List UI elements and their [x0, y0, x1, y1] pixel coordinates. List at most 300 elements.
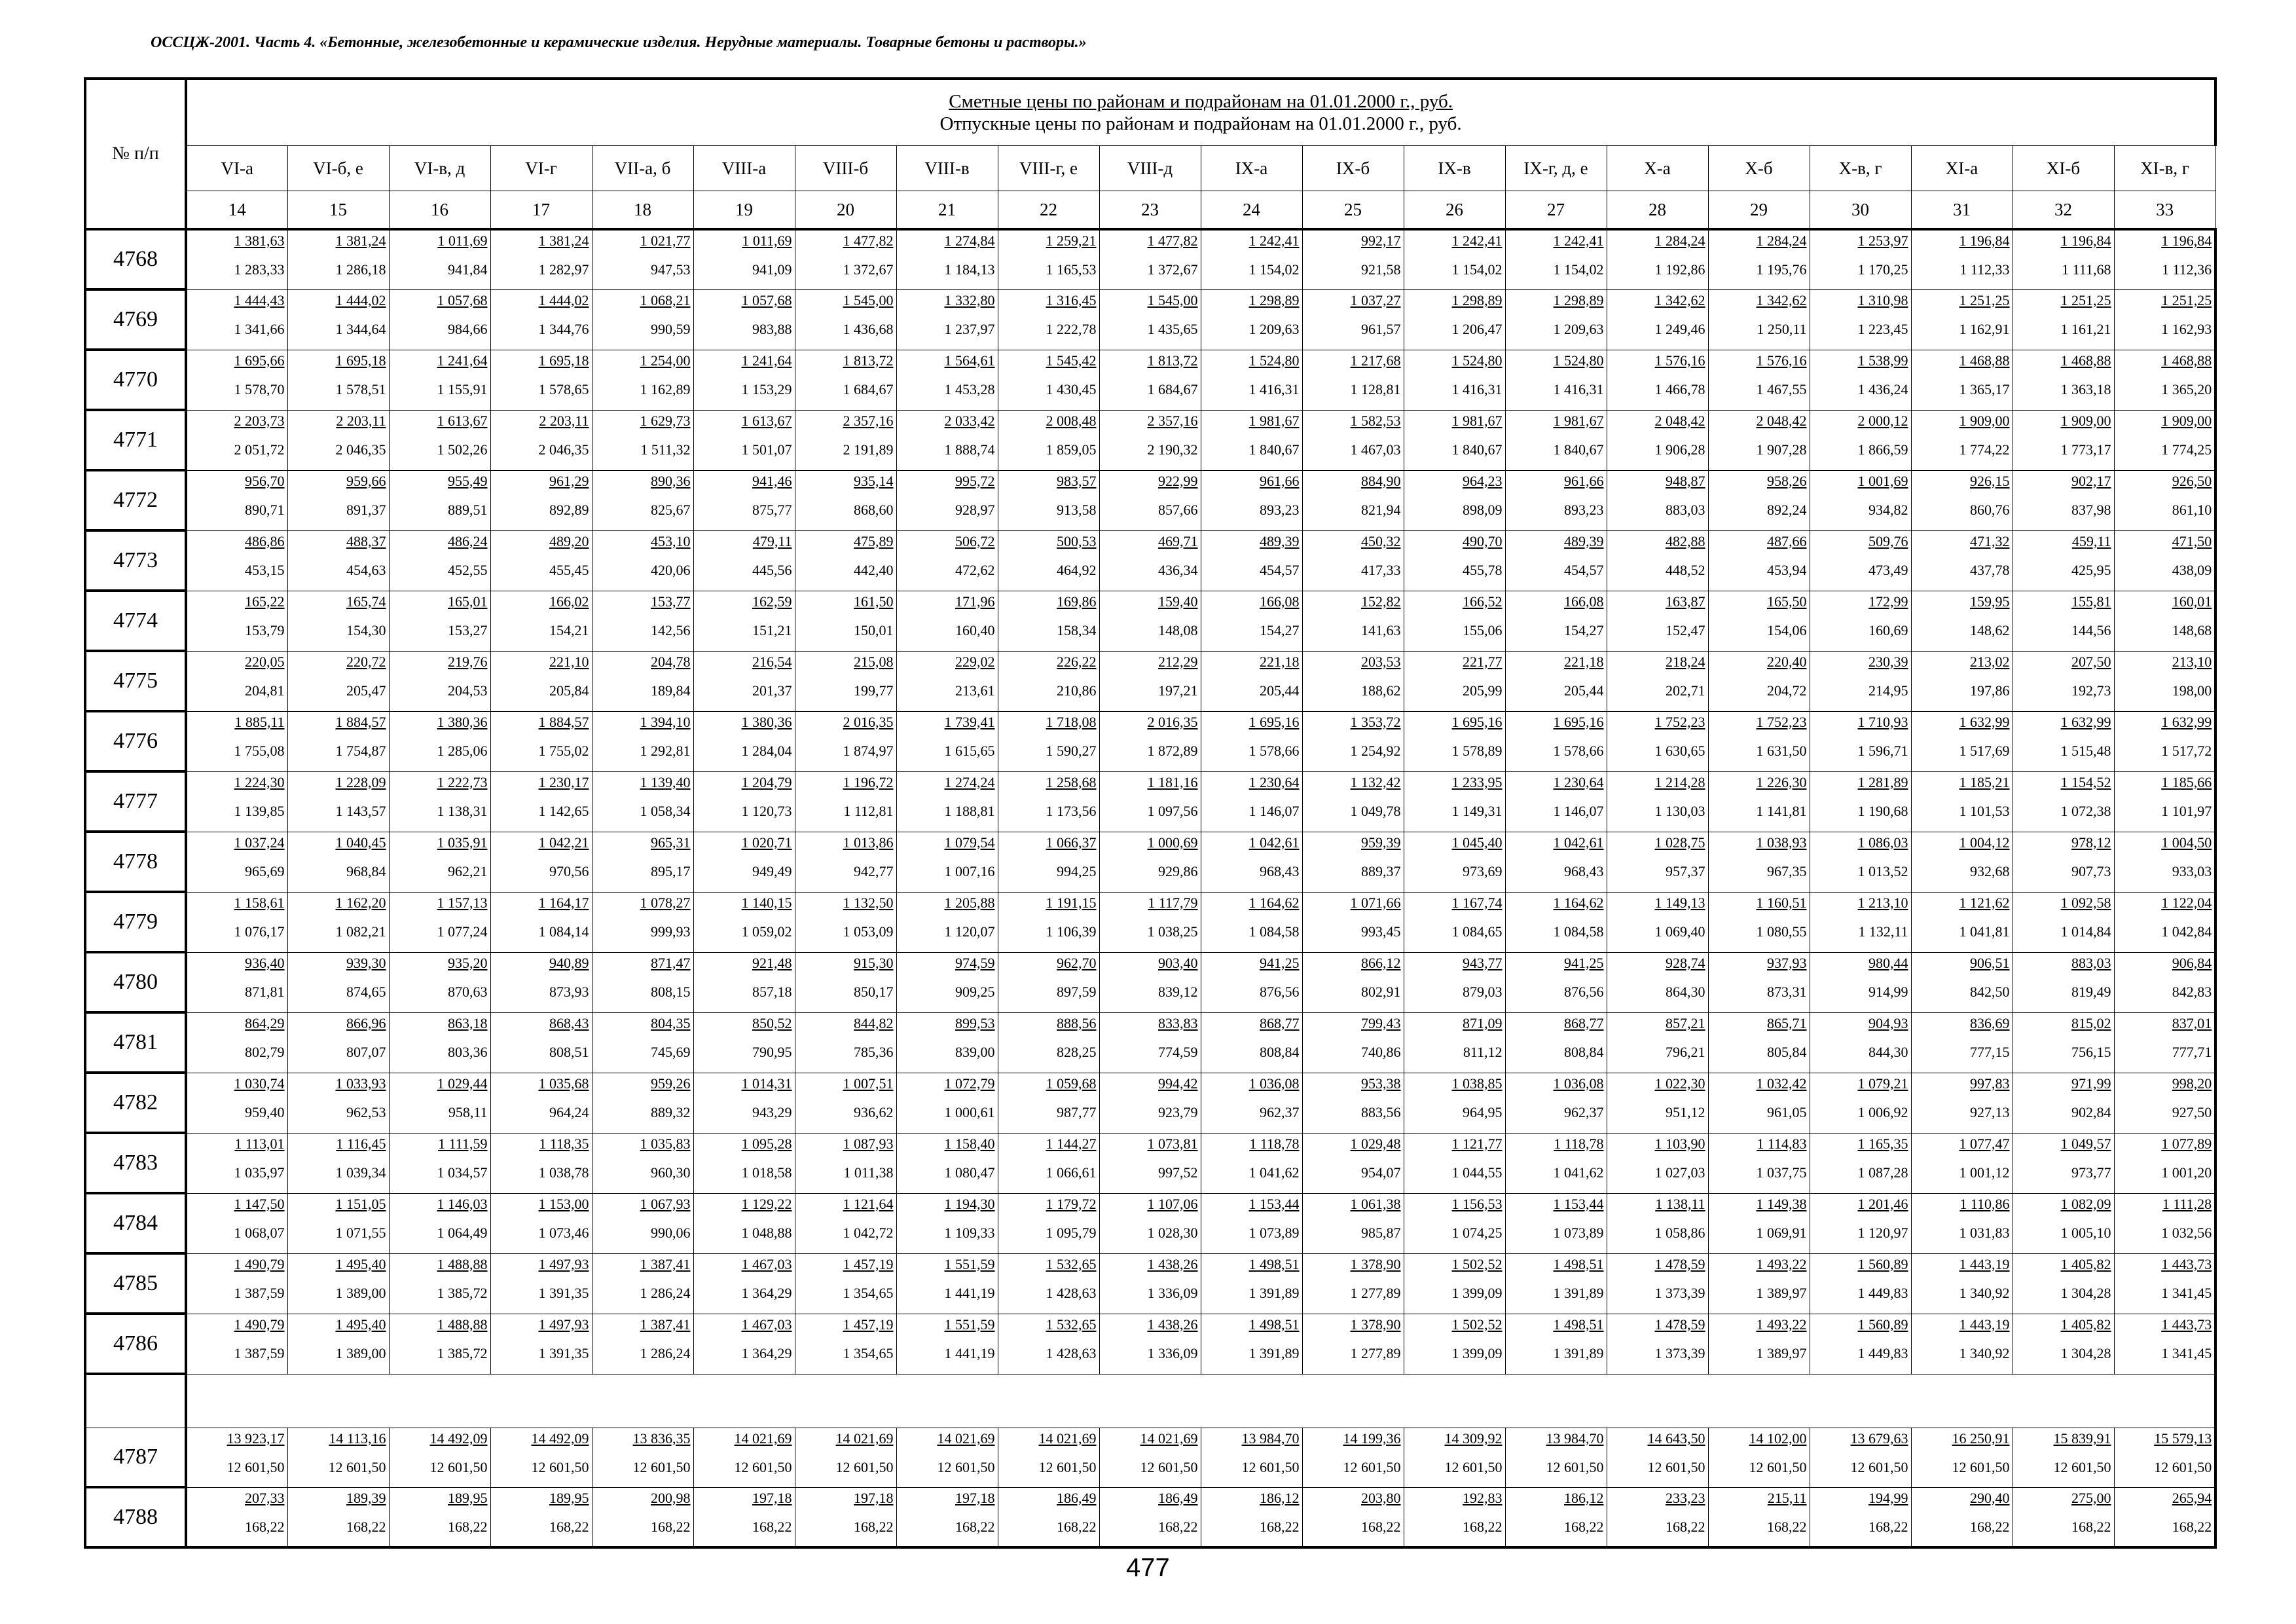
release-price: 1 754,87	[335, 742, 386, 759]
release-price: 154,30	[346, 621, 386, 638]
column-number: 16	[389, 191, 490, 230]
estimated-price: 486,24	[448, 532, 488, 549]
estimated-price: 1 380,36	[437, 713, 488, 730]
estimated-price: 1 042,61	[1248, 834, 1300, 851]
price-cell	[592, 1253, 693, 1314]
price-cell	[186, 1253, 287, 1314]
price-cell	[795, 289, 896, 350]
price-cell	[896, 651, 998, 711]
price-cell	[1911, 289, 2013, 350]
release-price: 871,81	[245, 983, 285, 1000]
price-cell	[693, 1487, 795, 1547]
estimated-price: 1 493,22	[1756, 1316, 1807, 1333]
release-price: 201,37	[752, 682, 792, 699]
estimated-price: 2 048,42	[1756, 412, 1807, 429]
release-price: 1 372,67	[843, 261, 894, 278]
release-price: 1 578,70	[234, 380, 285, 397]
estimated-price: 453,10	[651, 532, 691, 549]
release-price: 1 082,21	[335, 923, 386, 940]
price-cell	[2013, 530, 2114, 591]
estimated-price: 166,08	[1260, 593, 1300, 610]
estimated-price: 1 213,10	[1857, 894, 1908, 911]
estimated-price: 1 909,00	[2060, 412, 2111, 429]
estimated-price: 1 251,25	[2060, 291, 2111, 308]
row-number: 4783	[85, 1133, 186, 1193]
table-row	[85, 1314, 2215, 1374]
price-cell	[2114, 1193, 2215, 1253]
estimated-price: 1 196,84	[1959, 232, 2010, 249]
price-cell	[287, 952, 389, 1012]
estimated-price: 1 545,00	[1147, 291, 1198, 308]
release-price: 12 601,50	[328, 1459, 386, 1475]
price-cell	[1810, 1073, 1911, 1133]
estimated-price: 1 387,41	[640, 1255, 691, 1272]
price-cell	[1302, 1487, 1404, 1547]
price-cell	[896, 289, 998, 350]
release-price: 1 188,81	[944, 802, 995, 819]
release-price: 198,00	[2172, 682, 2212, 699]
price-cell	[592, 530, 693, 591]
price-cell	[1404, 1314, 1505, 1374]
release-price: 12 601,50	[1952, 1459, 2010, 1475]
release-price: 1 631,50	[1756, 742, 1807, 759]
estimated-price: 1 144,27	[1046, 1135, 1097, 1152]
price-cell	[287, 711, 389, 771]
release-price: 1 285,06	[437, 742, 488, 759]
release-price: 962,37	[1260, 1103, 1300, 1120]
price-cell	[795, 952, 896, 1012]
estimated-price: 1 032,42	[1756, 1075, 1807, 1092]
price-cell	[998, 1253, 1099, 1314]
price-cell	[1911, 1253, 2013, 1314]
price-cell	[2114, 711, 2215, 771]
price-cell	[1505, 350, 1607, 410]
price-cell	[1302, 470, 1404, 530]
release-price: 1 385,72	[437, 1344, 488, 1361]
release-price: 1 304,28	[2060, 1284, 2111, 1301]
price-cell	[1099, 1193, 1201, 1253]
price-cell	[795, 1193, 896, 1253]
price-cell	[1302, 651, 1404, 711]
release-price: 1 391,89	[1248, 1344, 1300, 1361]
release-price: 973,69	[1463, 862, 1503, 879]
release-price: 1 364,29	[741, 1284, 792, 1301]
estimated-price: 1 158,61	[234, 894, 285, 911]
estimated-price: 1 545,00	[843, 291, 894, 308]
release-price: 168,22	[2071, 1518, 2111, 1535]
release-price: 1 095,79	[1046, 1224, 1097, 1241]
release-price: 990,59	[651, 320, 691, 337]
estimated-price: 888,56	[1057, 1014, 1097, 1031]
release-price: 168,22	[1158, 1518, 1198, 1535]
estimated-price: 1 038,85	[1451, 1075, 1503, 1092]
estimated-price: 1 495,40	[335, 1316, 386, 1333]
release-price: 188,62	[1361, 682, 1401, 699]
estimated-price: 1 157,13	[437, 894, 488, 911]
estimated-price: 1 132,42	[1350, 773, 1401, 790]
region-header: IX-в	[1404, 146, 1505, 191]
release-price: 1 120,07	[944, 923, 995, 940]
price-cell	[998, 410, 1099, 470]
price-cell	[1099, 591, 1201, 651]
estimated-price: 1 191,15	[1046, 894, 1097, 911]
estimated-price: 1 381,63	[234, 232, 285, 249]
estimated-price: 213,10	[2172, 653, 2212, 670]
price-cell	[1911, 470, 2013, 530]
price-cell	[1201, 771, 1302, 832]
estimated-price: 1 139,40	[640, 773, 691, 790]
estimated-price: 959,66	[346, 472, 386, 489]
estimated-price: 1 042,61	[1553, 834, 1604, 851]
price-cell	[490, 470, 592, 530]
estimated-price: 489,39	[1564, 532, 1604, 549]
row-number: 4770	[85, 350, 186, 410]
estimated-price: 1 298,89	[1248, 291, 1300, 308]
estimated-price: 1 251,25	[1959, 291, 2010, 308]
price-cell	[389, 1133, 490, 1193]
region-header: VII-а, б	[592, 146, 693, 191]
estimated-price: 155,81	[2071, 593, 2111, 610]
price-cell	[2013, 832, 2114, 892]
release-price: 1 773,17	[2060, 441, 2111, 458]
estimated-price: 926,15	[1970, 472, 2010, 489]
region-header: VI-б, е	[287, 146, 389, 191]
release-price: 1 162,89	[640, 380, 691, 397]
release-price: 464,92	[1057, 561, 1097, 578]
price-cell	[1911, 530, 2013, 591]
estimated-price: 159,95	[1970, 593, 2010, 610]
release-price: 1 391,35	[538, 1344, 589, 1361]
release-price: 1 034,57	[437, 1164, 488, 1181]
release-price: 168,22	[245, 1518, 285, 1535]
release-price: 1 007,16	[944, 862, 995, 879]
estimated-price: 1 066,37	[1046, 834, 1097, 851]
price-cell	[2013, 289, 2114, 350]
price-cell	[2013, 1073, 2114, 1133]
price-cell	[1911, 1428, 2013, 1488]
price-cell	[1708, 1428, 1810, 1488]
price-cell	[896, 892, 998, 952]
estimated-price: 14 643,50	[1647, 1430, 1705, 1447]
estimated-price: 1 079,21	[1857, 1075, 1908, 1092]
release-price: 990,06	[651, 1224, 691, 1241]
release-price: 1 372,67	[1147, 261, 1198, 278]
price-cell	[998, 1133, 1099, 1193]
price-cell	[693, 591, 795, 651]
estimated-price: 13 984,70	[1546, 1430, 1604, 1447]
estimated-price: 1 149,38	[1756, 1195, 1807, 1212]
estimated-price: 1 498,51	[1553, 1316, 1604, 1333]
release-price: 1 254,92	[1350, 742, 1401, 759]
estimated-price: 903,40	[1158, 954, 1198, 971]
release-price: 1 428,63	[1046, 1284, 1097, 1301]
price-cell	[186, 1428, 287, 1488]
estimated-price: 14 021,69	[1140, 1430, 1198, 1447]
release-price: 927,13	[1970, 1103, 2010, 1120]
release-price: 889,37	[1361, 862, 1401, 879]
price-cell	[1708, 1133, 1810, 1193]
price-cell	[592, 350, 693, 410]
price-cell	[490, 1133, 592, 1193]
row-number: 4773	[85, 530, 186, 591]
price-cell	[389, 711, 490, 771]
price-cell	[1201, 229, 1302, 289]
estimated-price: 1 468,88	[2161, 352, 2212, 369]
price-cell	[1404, 1073, 1505, 1133]
release-price: 1 467,03	[1350, 441, 1401, 458]
estimated-price: 1 468,88	[1959, 352, 2010, 369]
estimated-price: 1 493,22	[1756, 1255, 1807, 1272]
price-cell	[287, 350, 389, 410]
release-price: 1 066,61	[1046, 1164, 1097, 1181]
price-cell	[896, 1193, 998, 1253]
price-cell	[1201, 711, 1302, 771]
price-cell	[2013, 1133, 2114, 1193]
row-number: 4774	[85, 591, 186, 651]
price-cell	[2114, 1253, 2215, 1314]
release-price: 12 601,50	[2154, 1459, 2212, 1475]
price-cell	[1201, 591, 1302, 651]
spacer-cell	[186, 1374, 2215, 1428]
price-cell	[998, 651, 1099, 711]
estimated-price: 936,40	[245, 954, 285, 971]
estimated-price: 166,52	[1463, 593, 1503, 610]
release-price: 870,63	[448, 983, 488, 1000]
price-cell	[896, 591, 998, 651]
release-price: 874,65	[346, 983, 386, 1000]
price-cell	[1607, 1193, 1708, 1253]
price-cell	[896, 1428, 998, 1488]
estimated-price: 186,49	[1158, 1489, 1198, 1506]
row-number: 4779	[85, 892, 186, 952]
estimated-price: 1 228,09	[335, 773, 386, 790]
price-cell	[1404, 832, 1505, 892]
estimated-price: 490,70	[1463, 532, 1503, 549]
price-cell	[2013, 1428, 2114, 1488]
estimated-price: 1 498,51	[1248, 1316, 1300, 1333]
table-row	[85, 1133, 2215, 1193]
price-cell	[1302, 229, 1404, 289]
table-row	[85, 892, 2215, 952]
price-cell	[2013, 1193, 2114, 1253]
price-cell	[2013, 1253, 2114, 1314]
column-number: 27	[1505, 191, 1607, 230]
region-header: XI-а	[1911, 146, 2013, 191]
price-cell	[1302, 1253, 1404, 1314]
release-price: 168,22	[1868, 1518, 1908, 1535]
release-price: 968,43	[1564, 862, 1604, 879]
price-cell	[1607, 771, 1708, 832]
estimated-price: 902,17	[2071, 472, 2111, 489]
estimated-price: 1 057,68	[741, 291, 792, 308]
price-cell	[287, 651, 389, 711]
column-number: 30	[1810, 191, 1911, 230]
price-cell	[1505, 470, 1607, 530]
release-price: 417,33	[1361, 561, 1401, 578]
estimated-price: 221,18	[1260, 653, 1300, 670]
estimated-price: 166,02	[549, 593, 589, 610]
estimated-price: 163,87	[1666, 593, 1705, 610]
estimated-price: 1 274,24	[944, 773, 995, 790]
release-price: 144,56	[2071, 621, 2111, 638]
release-price: 807,07	[346, 1043, 386, 1060]
price-cell	[1302, 1193, 1404, 1253]
estimated-price: 203,53	[1361, 653, 1401, 670]
price-cell	[693, 1314, 795, 1374]
price-cell	[896, 1012, 998, 1073]
estimated-price: 1 813,72	[843, 352, 894, 369]
row-number: 4776	[85, 711, 186, 771]
release-price: 1 072,38	[2060, 802, 2111, 819]
estimated-price: 2 203,73	[234, 412, 285, 429]
estimated-price: 1 073,81	[1147, 1135, 1198, 1152]
estimated-price: 1 576,16	[1654, 352, 1705, 369]
price-cell	[2114, 591, 2215, 651]
estimated-price: 1 251,25	[2161, 291, 2212, 308]
estimated-price: 1 033,93	[335, 1075, 386, 1092]
price-cell	[1607, 1487, 1708, 1547]
price-cell	[389, 952, 490, 1012]
price-cell	[1201, 410, 1302, 470]
price-cell	[1099, 1133, 1201, 1193]
price-cell	[287, 892, 389, 952]
estimated-price: 1 042,21	[538, 834, 589, 851]
price-cell	[287, 1012, 389, 1073]
release-price: 1 209,63	[1553, 320, 1604, 337]
estimated-price: 868,77	[1260, 1014, 1300, 1031]
estimated-price: 1 813,72	[1147, 352, 1198, 369]
release-price: 1 449,83	[1857, 1344, 1908, 1361]
estimated-price: 1 121,77	[1451, 1135, 1503, 1152]
estimated-price: 482,88	[1666, 532, 1705, 549]
release-price: 876,56	[1564, 983, 1604, 1000]
release-price: 420,06	[651, 561, 691, 578]
price-cell	[795, 771, 896, 832]
row-number: 4780	[85, 952, 186, 1012]
release-price: 1 038,25	[1147, 923, 1198, 940]
release-price: 914,99	[1868, 983, 1908, 1000]
release-price: 1 048,88	[741, 1224, 792, 1241]
release-price: 197,86	[1970, 682, 2010, 699]
row-number: 4784	[85, 1193, 186, 1253]
release-price: 1 282,97	[538, 261, 589, 278]
estimated-price: 471,32	[1970, 532, 2010, 549]
estimated-price: 1 230,17	[538, 773, 589, 790]
estimated-price: 1 122,04	[2161, 894, 2212, 911]
estimated-price: 1 387,41	[640, 1316, 691, 1333]
estimated-price: 1 498,51	[1553, 1255, 1604, 1272]
release-price: 805,84	[1767, 1043, 1807, 1060]
estimated-price: 1 222,73	[437, 773, 488, 790]
price-cell	[1911, 952, 2013, 1012]
price-cell	[1708, 711, 1810, 771]
release-price: 879,03	[1463, 983, 1503, 1000]
estimated-price: 1 164,17	[538, 894, 589, 911]
estimated-price: 1 167,74	[1451, 894, 1503, 911]
release-price: 2 191,89	[843, 441, 894, 458]
estimated-price: 197,18	[955, 1489, 995, 1506]
estimated-price: 1 443,19	[1959, 1316, 2010, 1333]
estimated-price: 863,18	[448, 1014, 488, 1031]
release-price: 12 601,50	[1140, 1459, 1198, 1475]
estimated-price: 871,09	[1463, 1014, 1503, 1031]
estimated-price: 2 000,12	[1857, 412, 1908, 429]
release-price: 1 428,63	[1046, 1344, 1097, 1361]
estimated-price: 13 836,35	[632, 1430, 691, 1447]
price-cell	[1404, 1012, 1505, 1073]
price-cell	[389, 470, 490, 530]
price-cell	[2114, 289, 2215, 350]
release-price: 954,07	[1361, 1164, 1401, 1181]
table-row	[85, 832, 2215, 892]
release-price: 12 601,50	[835, 1459, 894, 1475]
release-price: 1 058,34	[640, 802, 691, 819]
table-row	[85, 1428, 2215, 1488]
price-cell	[1201, 1253, 1302, 1314]
estimated-price: 1 242,41	[1553, 232, 1604, 249]
price-cell	[998, 289, 1099, 350]
price-cell	[896, 771, 998, 832]
estimated-price: 921,48	[752, 954, 792, 971]
price-cell	[1302, 1133, 1404, 1193]
release-price: 1 684,67	[843, 380, 894, 397]
price-cell	[1201, 1133, 1302, 1193]
release-price: 889,51	[448, 501, 488, 518]
price-cell	[389, 651, 490, 711]
estimated-price: 14 492,09	[429, 1430, 488, 1447]
estimated-price: 1 118,35	[539, 1135, 589, 1152]
release-price: 942,77	[854, 862, 894, 879]
estimated-price: 469,71	[1158, 532, 1198, 549]
estimated-price: 1 035,91	[437, 834, 488, 851]
release-price: 12 601,50	[1749, 1459, 1807, 1475]
price-cell	[592, 952, 693, 1012]
release-price: 1 053,09	[843, 923, 894, 940]
release-price: 927,50	[2172, 1103, 2212, 1120]
price-cell	[1099, 1073, 1201, 1133]
price-cell	[1505, 832, 1607, 892]
price-cell	[1302, 832, 1404, 892]
price-cell	[896, 952, 998, 1012]
release-price: 890,71	[245, 501, 285, 518]
estimated-price: 1 149,13	[1654, 894, 1705, 911]
estimated-price: 1 004,12	[1959, 834, 2010, 851]
estimated-price: 980,44	[1868, 954, 1908, 971]
row-number: 4771	[85, 410, 186, 470]
region-header: VIII-а	[693, 146, 795, 191]
price-cell	[1201, 289, 1302, 350]
price-cell	[795, 1428, 896, 1488]
release-price: 999,93	[651, 923, 691, 940]
release-price: 141,63	[1361, 621, 1401, 638]
price-cell	[287, 1133, 389, 1193]
estimated-price: 1 057,68	[437, 291, 488, 308]
release-price: 1 389,00	[335, 1284, 386, 1301]
estimated-price: 943,77	[1463, 954, 1503, 971]
estimated-price: 961,66	[1260, 472, 1300, 489]
estimated-price: 935,20	[448, 954, 488, 971]
release-prices-title: Отпускные цены по районам и подрайонам на 01.01.2000 г., руб.	[939, 113, 1462, 134]
estimated-price: 1 284,24	[1654, 232, 1705, 249]
table-row	[85, 530, 2215, 591]
estimated-price: 1 502,52	[1451, 1316, 1503, 1333]
price-cell	[1911, 229, 2013, 289]
price-cell	[287, 832, 389, 892]
estimated-price: 1 478,59	[1654, 1255, 1705, 1272]
release-price: 844,30	[1868, 1043, 1908, 1060]
release-price: 1 042,72	[843, 1224, 894, 1241]
release-price: 1 391,89	[1553, 1344, 1604, 1361]
